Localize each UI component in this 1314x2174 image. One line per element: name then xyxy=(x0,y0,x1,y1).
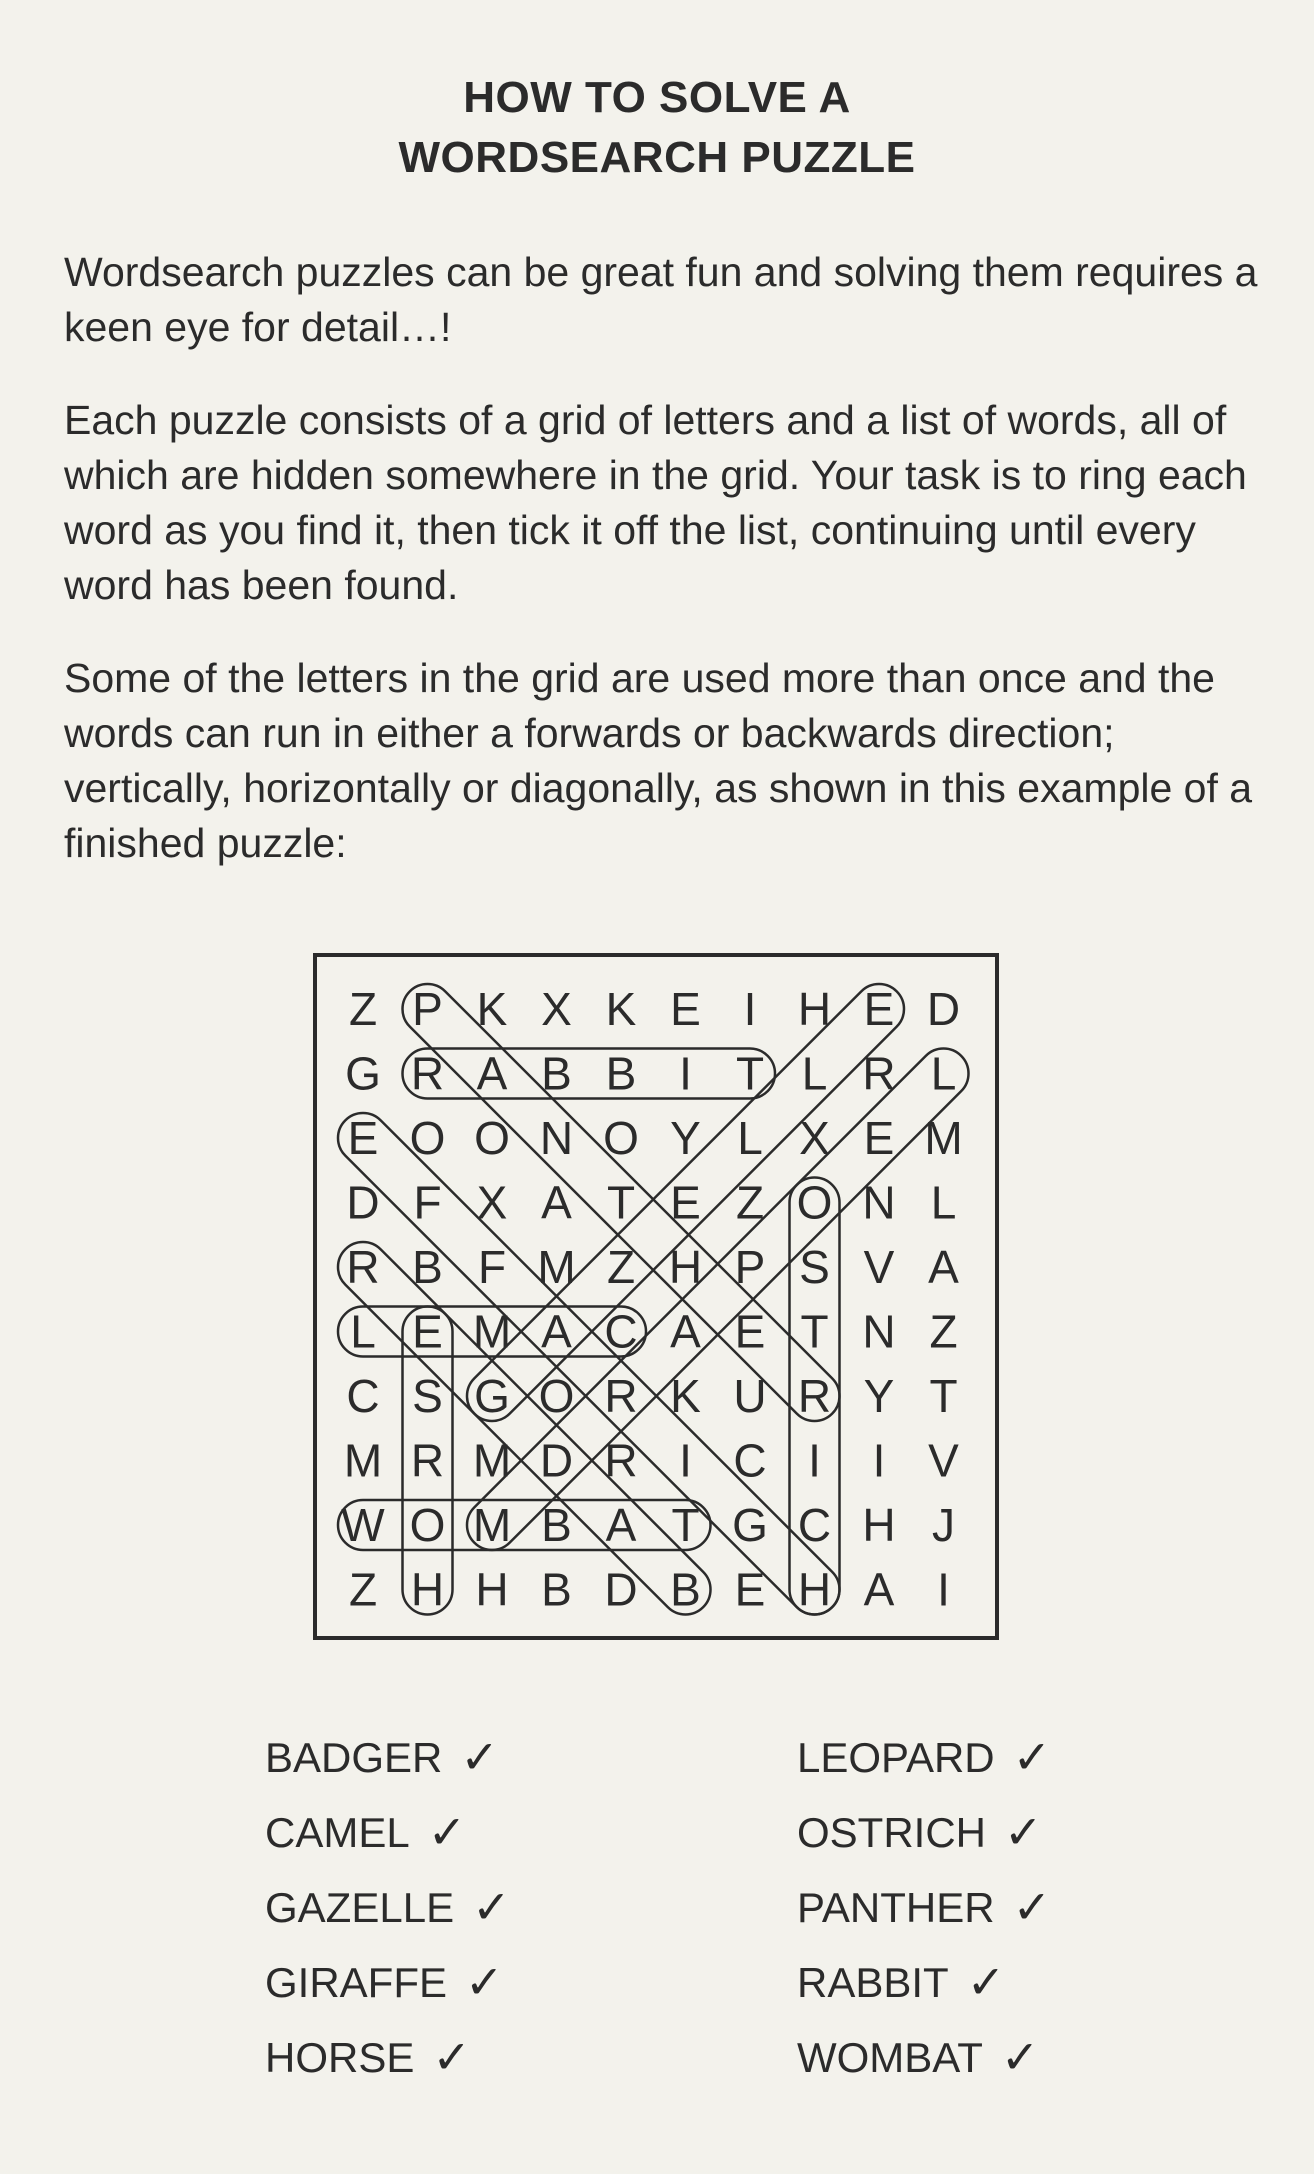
grid-letter: L xyxy=(930,1176,957,1229)
word-ring xyxy=(457,1038,979,1560)
word-label: LEOPARD xyxy=(797,1734,995,1781)
tick-icon: ✓ xyxy=(1004,1805,1043,1859)
instructions-paragraph: Each puzzle consists of a grid of letters and a list of words, all of which are hidden somewhere in the grid. Your task is to ring each word as you find it, then tick it off the list, continuing until every word has been found. xyxy=(64,397,1247,608)
grid-letter: I xyxy=(743,983,757,1035)
grid-letter: E xyxy=(347,1112,379,1164)
word-list-item xyxy=(797,1720,1051,1795)
grid-letter: E xyxy=(670,1176,701,1229)
grid-letter: M xyxy=(472,1499,512,1551)
word-list-item xyxy=(265,2020,511,2095)
grid-letter: R xyxy=(604,1434,638,1487)
grid-letter: P xyxy=(734,1241,766,1293)
word-label: PANTHER xyxy=(797,1884,995,1931)
tick-icon: ✓ xyxy=(966,1955,1006,2009)
grid-letter: E xyxy=(412,1305,443,1358)
grid-letter: L xyxy=(737,1112,763,1164)
grid-letter: I xyxy=(937,1563,950,1616)
word-label: BADGER xyxy=(265,1734,443,1781)
directions-paragraph: Some of the letters in the grid are used more than once and the words can run in either a forwards or backwards direction; vertically, horizontally or diagonally, as shown in this example of a finished puzzle: xyxy=(64,655,1253,866)
grid-letter: H xyxy=(668,1241,703,1293)
grid-letter: A xyxy=(928,1241,959,1293)
word-label: OSTRICH xyxy=(797,1809,986,1856)
word-label: HORSE xyxy=(265,2034,415,2081)
grid-letter: M xyxy=(343,1434,383,1487)
grid-letter: B xyxy=(670,1563,701,1616)
word-ring xyxy=(328,1232,721,1625)
grid-letter: O xyxy=(796,1176,833,1229)
grid-letter: A xyxy=(541,1305,572,1358)
grid-letter: O xyxy=(409,1499,446,1551)
grid-letter: T xyxy=(606,1176,636,1229)
grid-letter: K xyxy=(605,983,637,1035)
word-list-item xyxy=(265,1870,511,1945)
word-list-item xyxy=(797,2020,1051,2095)
grid-letter: O xyxy=(474,1112,510,1164)
grid-letter: S xyxy=(799,1241,830,1293)
grid-letter: C xyxy=(604,1305,638,1358)
word-list-item xyxy=(265,1720,511,1795)
grid-letter: C xyxy=(733,1434,767,1487)
grid-letter: X xyxy=(799,1112,830,1164)
intro-paragraph: Wordsearch puzzles can be great fun and solving them requires a keen eye for detail…! xyxy=(64,249,1258,350)
tick-icon: ✓ xyxy=(465,1955,504,2009)
grid-letter: K xyxy=(476,983,508,1035)
word-ring xyxy=(328,1103,850,1625)
grid-letter: A xyxy=(605,1499,637,1551)
grid-letter: U xyxy=(733,1370,767,1422)
word-list-item xyxy=(265,1795,511,1870)
grid-letter: O xyxy=(538,1370,575,1422)
word-label: RABBIT xyxy=(797,1959,949,2006)
grid-letter: B xyxy=(541,1563,572,1616)
grid-letter: E xyxy=(863,983,895,1035)
tick-icon: ✓ xyxy=(427,1805,467,1859)
grid-letter: L xyxy=(801,1047,828,1100)
grid-letter: E xyxy=(670,983,701,1035)
grid-letter: N xyxy=(862,1305,896,1358)
grid-letter: F xyxy=(477,1241,507,1293)
grid-letter: G xyxy=(345,1047,381,1100)
grid-letter: I xyxy=(872,1434,886,1487)
grid-letter: T xyxy=(929,1370,958,1422)
grid-letter: A xyxy=(476,1047,508,1100)
grid-letter: O xyxy=(603,1112,639,1164)
grid-letter: H xyxy=(410,1563,445,1616)
grid-letter: Z xyxy=(929,1305,958,1358)
grid-letter: C xyxy=(346,1370,380,1422)
tick-icon: ✓ xyxy=(460,1730,499,1784)
grid-letter: B xyxy=(541,1499,572,1551)
grid-letter: I xyxy=(679,1047,692,1100)
grid-letter: V xyxy=(928,1434,959,1487)
grid-letter: D xyxy=(539,1434,574,1487)
tick-icon: ✓ xyxy=(1012,1880,1052,1934)
grid-letter: D xyxy=(926,983,961,1035)
grid-letter: F xyxy=(413,1176,442,1229)
word-label: CAMEL xyxy=(265,1809,410,1856)
grid-letter: N xyxy=(539,1112,574,1164)
word-label: WOMBAT xyxy=(797,2034,983,2081)
grid-letter: B xyxy=(541,1047,572,1100)
grid-letter: S xyxy=(412,1370,443,1422)
grid-letter: T xyxy=(735,1047,765,1100)
grid-letter: E xyxy=(734,1305,766,1358)
tick-icon: ✓ xyxy=(432,2030,471,2084)
grid-letter: A xyxy=(670,1305,701,1358)
grid-letter: V xyxy=(863,1241,895,1293)
grid-letter: D xyxy=(346,1176,380,1229)
grid-letter: I xyxy=(808,1434,821,1487)
grid-letter: A xyxy=(541,1176,572,1229)
title-line-1: HOW TO SOLVE A xyxy=(463,73,851,122)
grid-letter: L xyxy=(350,1305,376,1358)
grid-letter: T xyxy=(671,1499,700,1551)
grid-letter: Z xyxy=(606,1241,636,1293)
grid-letter: E xyxy=(863,1112,895,1164)
grid-letter: T xyxy=(800,1305,829,1358)
grid-letter: X xyxy=(541,983,572,1035)
grid-letter: I xyxy=(679,1434,692,1487)
word-label: GAZELLE xyxy=(265,1884,455,1931)
tick-icon: ✓ xyxy=(472,1880,511,1934)
word-list-item xyxy=(797,1795,1051,1870)
word-label: GIRAFFE xyxy=(265,1959,448,2006)
grid-letter: M xyxy=(537,1241,576,1293)
word-list-item xyxy=(797,1945,1051,2020)
grid-letter: B xyxy=(412,1241,443,1293)
grid-letter: O xyxy=(409,1112,446,1164)
grid-letter: Z xyxy=(735,1176,765,1229)
grid-letter: M xyxy=(924,1112,963,1164)
grid-letter: Y xyxy=(863,1370,895,1422)
grid-letter: X xyxy=(476,1176,508,1229)
grid-letter: H xyxy=(862,1499,896,1551)
wordsearch-grid xyxy=(313,953,999,1640)
grid-letter: E xyxy=(734,1563,766,1616)
grid-letter: L xyxy=(930,1047,957,1100)
word-list-left xyxy=(265,1720,511,2095)
word-list-right xyxy=(797,1720,1051,2095)
grid-letter: G xyxy=(732,1499,768,1551)
grid-letter: R xyxy=(410,1434,445,1487)
grid-letter: R xyxy=(604,1370,638,1422)
grid-letter: H xyxy=(475,1563,509,1616)
tick-icon: ✓ xyxy=(1012,1730,1052,1784)
grid-letter: M xyxy=(472,1305,512,1358)
tick-icon: ✓ xyxy=(1000,2030,1040,2084)
grid-letter: R xyxy=(346,1241,380,1293)
grid-canvas xyxy=(317,957,995,1636)
grid-letter: M xyxy=(472,1434,512,1487)
grid-letter: R xyxy=(797,1370,832,1422)
grid-letter: D xyxy=(604,1563,638,1616)
grid-letter: B xyxy=(605,1047,637,1100)
title-line-2: WORDSEARCH PUZZLE xyxy=(398,133,916,182)
word-list-item xyxy=(797,1870,1051,1945)
grid-letter: Z xyxy=(348,983,378,1035)
grid-letter: H xyxy=(797,983,832,1035)
grid-letter: R xyxy=(410,1047,445,1100)
grid-letter: H xyxy=(797,1563,832,1616)
grid-letter: Z xyxy=(348,1563,378,1616)
grid-letter: A xyxy=(863,1563,895,1616)
grid-letter: C xyxy=(797,1499,832,1551)
grid-letter: P xyxy=(412,983,443,1035)
grid-letter: K xyxy=(670,1370,701,1422)
grid-letter: G xyxy=(474,1370,510,1422)
grid-letter: Y xyxy=(670,1112,701,1164)
word-list-item xyxy=(265,1945,511,2020)
page-title xyxy=(0,68,1314,188)
grid-letter: J xyxy=(932,1499,955,1551)
grid-letter: W xyxy=(341,1499,385,1551)
grid-letter: R xyxy=(862,1047,896,1100)
grid-letter: N xyxy=(862,1176,896,1229)
